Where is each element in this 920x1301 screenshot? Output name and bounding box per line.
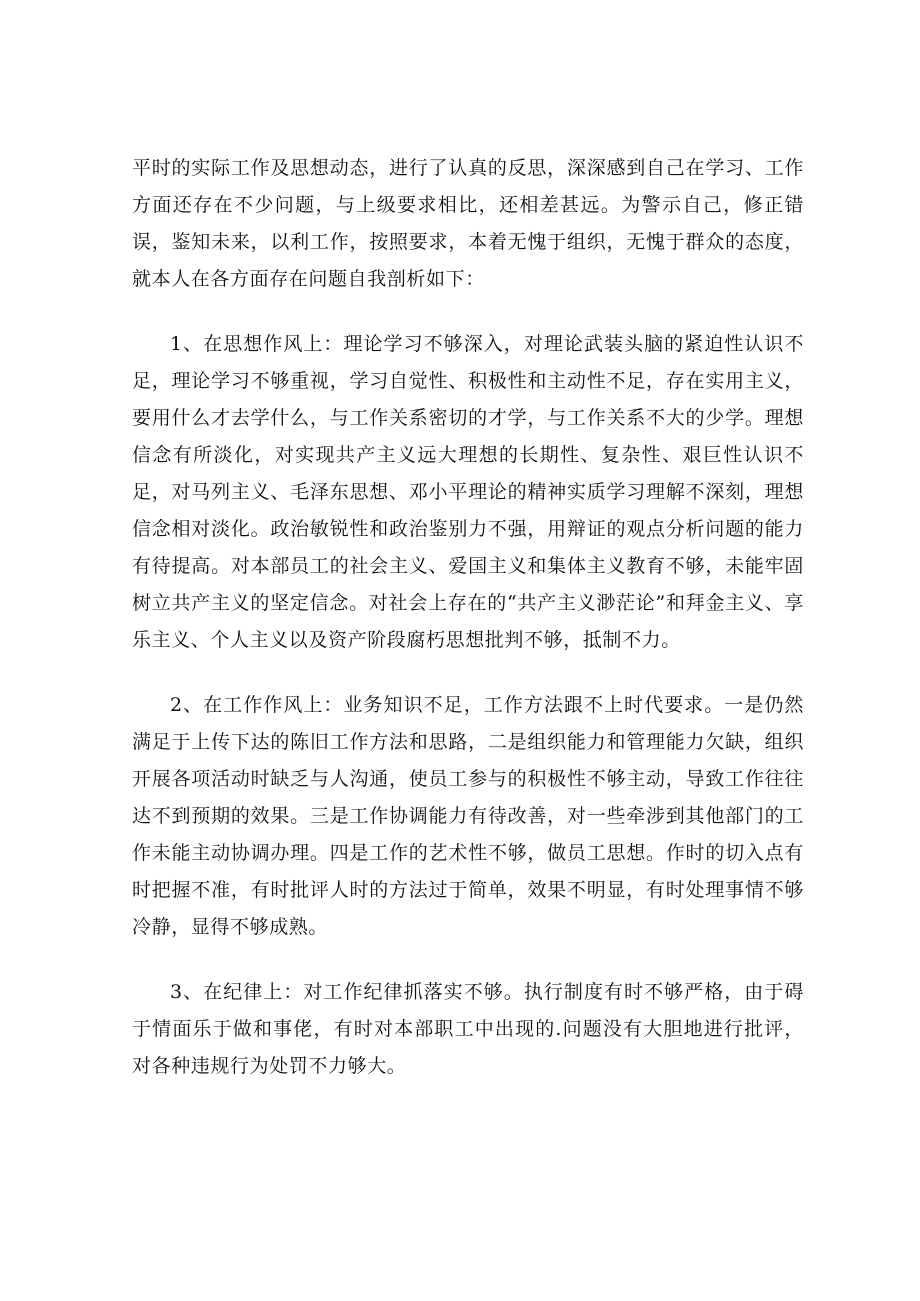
ideology-style-paragraph: 1、在思想作风上：理论学习不够深入，对理论武装头脑的紧迫性认识不足，理论学习不够重视，学习自觉性、积极性和主动性不足，存在实用主义，要用什么才去学什么，与工作关系密切的才学，与工作关系不大的少学。理想信念有所淡化，对实现共产主义远大理想的长期性、复杂性、艰巨性认识不足，对马列主义、毛泽东思想、邓小平理论的精神实质学习理解不深刻，理想信念相对淡化。政治敏锐性和政治鉴别力不强，用辩证的观点分析问题的能力有待提高。对本部员工的社会主义、爱国主义和集体主义教育不够，未能牢固树立共产主义的坚定信念。对社会上存在的“共产主义渺茫论”和拜金主义、享乐主义、个人主义以及资产阶段腐朽思想批判不够，抵制不力。	[132, 333, 804, 651]
document-body	[132, 150, 804, 1085]
discipline-paragraph: 3、在纪律上：对工作纪律抓落实不够。执行制度有时不够严格，由于碍于情面乐于做和事佬，有时对本部职工中出现的.问题没有大胆地进行批评，对各种违规行为处罚不力够大。	[132, 981, 804, 1077]
work-style-paragraph: 2、在工作作风上：业务知识不足，工作方法跟不上时代要求。一是仍然满足于上传下达的陈旧工作方法和思路，二是组织能力和管理能力欠缺，组织开展各项活动时缺乏与人沟通，使员工参与的积极性不够主动，导致工作往往达不到预期的效果。三是工作协调能力有待改善，对一些牵涉到其他部门的工作未能主动协调办理。四是工作的艺术性不够，做员工思想。作时的切入点有时把握不准，有时批评人时的方法过于简单，效果不明显，有时处理事情不够冷静，显得不够成熟。	[132, 694, 804, 938]
intro-paragraph: 平时的实际工作及思想动态，进行了认真的反思，深深感到自己在学习、工作方面还存在不少问题，与上级要求相比，还相差甚远。为警示自己，修正错误，鉴知未来，以利工作，按照要求，本着无愧于组织，无愧于群众的态度，就本人在各方面存在问题自我剖析如下：	[132, 157, 804, 290]
